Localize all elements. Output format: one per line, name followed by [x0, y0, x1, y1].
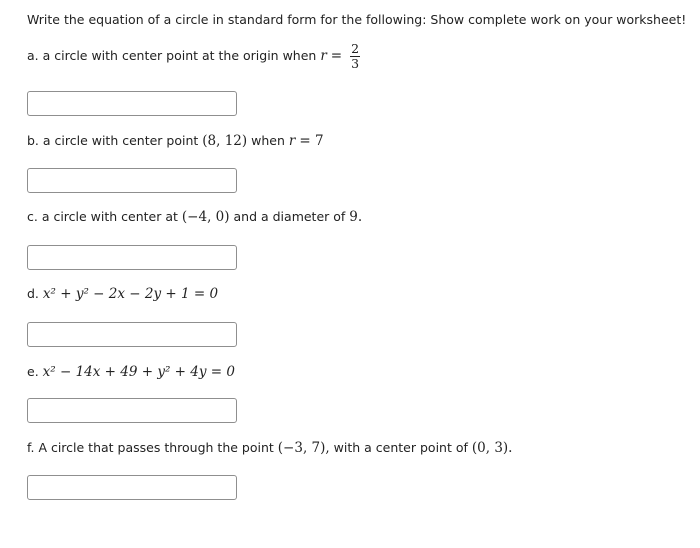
question-b-rest: = 7	[299, 133, 324, 149]
question-a-frac-den: 3	[351, 56, 360, 71]
answer-input-f[interactable]	[27, 475, 237, 500]
question-a-text: a. a circle with center point at the origin when	[27, 48, 317, 63]
question-c-text: c. a circle with center at	[27, 209, 178, 224]
question-b-when: when	[251, 133, 285, 148]
question-a	[27, 42, 360, 71]
question-b	[27, 133, 324, 149]
answer-input-e[interactable]	[27, 398, 237, 423]
question-e	[27, 364, 235, 380]
question-e-label: e.	[27, 364, 39, 379]
question-d	[27, 286, 218, 302]
answer-input-c[interactable]	[27, 245, 237, 270]
question-d-expr: x² + y² − 2x − 2y + 1 = 0	[42, 286, 219, 302]
question-f	[27, 440, 512, 456]
answer-input-b[interactable]	[27, 168, 237, 193]
instructions-text: Write the equation of a circle in standard form for the following: Show complete work on your worksheet!	[27, 12, 687, 27]
question-b-point: (8, 12)	[202, 133, 248, 149]
question-e-expr: x² − 14x + 49 + y² + 4y = 0	[42, 364, 235, 380]
question-d-label: d.	[27, 286, 39, 301]
question-a-fraction	[350, 42, 360, 71]
question-c	[27, 209, 362, 225]
question-f-center: (0, 3).	[471, 440, 513, 456]
question-c-point: (−4, 0)	[181, 209, 230, 225]
question-a-equals: =	[330, 48, 343, 64]
question-f-rest: with a center point of	[333, 440, 468, 455]
question-f-text: f. A circle that passes through the point	[27, 440, 274, 455]
question-f-point: (−3, 7),	[277, 440, 330, 456]
question-b-text: b. a circle with center point	[27, 133, 199, 148]
question-c-value: 9.	[349, 209, 363, 225]
question-c-rest: and a diameter of	[233, 209, 346, 224]
answer-input-d[interactable]	[27, 322, 237, 347]
question-a-var: r	[320, 48, 327, 64]
question-b-var: r	[288, 133, 296, 149]
question-a-frac-num: 2	[351, 41, 360, 56]
answer-input-a[interactable]	[27, 91, 237, 116]
